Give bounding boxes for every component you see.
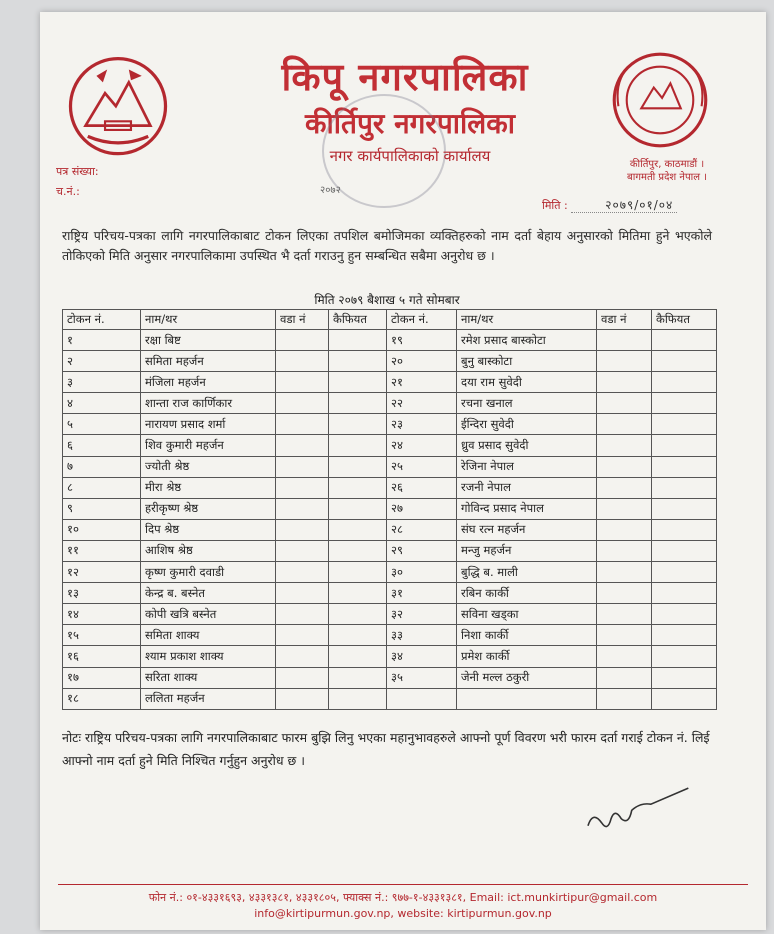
municipality-seal-logo xyxy=(608,48,712,152)
token-cell: १५ xyxy=(63,625,141,646)
token-cell: ३ xyxy=(63,372,141,393)
name-cell: हरीकृष्ण श्रेष्ठ xyxy=(141,498,276,519)
remarks-cell-2 xyxy=(652,688,717,709)
letter-date xyxy=(542,196,677,213)
table-row xyxy=(63,456,717,477)
ward-cell-2 xyxy=(597,330,652,351)
ward-cell xyxy=(276,351,329,372)
ward-cell-2 xyxy=(597,540,652,561)
remarks-cell-2 xyxy=(652,604,717,625)
ward-cell-2 xyxy=(597,498,652,519)
token-cell-2: ३२ xyxy=(387,604,457,625)
remarks-cell-2 xyxy=(652,498,717,519)
token-cell-2 xyxy=(387,688,457,709)
remarks-cell xyxy=(329,498,387,519)
remarks-cell-2 xyxy=(652,414,717,435)
name-cell-2: मन्जु महर्जन xyxy=(457,540,597,561)
remarks-cell xyxy=(329,435,387,456)
table-row xyxy=(63,583,717,604)
ward-cell xyxy=(276,604,329,625)
token-cell-2: ३१ xyxy=(387,583,457,604)
table-row xyxy=(63,540,717,561)
table-row xyxy=(63,435,717,456)
token-cell: १० xyxy=(63,519,141,540)
remarks-cell xyxy=(329,604,387,625)
token-cell-2: ३३ xyxy=(387,625,457,646)
ward-cell xyxy=(276,562,329,583)
ward-cell-2 xyxy=(597,667,652,688)
ward-cell-2 xyxy=(597,646,652,667)
name-cell: शान्ता राज कार्णिकार xyxy=(141,393,276,414)
name-cell-2: रजनी नेपाल xyxy=(457,477,597,498)
table-row xyxy=(63,414,717,435)
name-cell-2: रबिन कार्की xyxy=(457,583,597,604)
remarks-cell xyxy=(329,414,387,435)
ward-cell-2 xyxy=(597,477,652,498)
name-cell: समिता महर्जन xyxy=(141,351,276,372)
token-cell: १२ xyxy=(63,562,141,583)
header-remarks-2: कैफियत xyxy=(652,310,717,330)
token-cell-2: २४ xyxy=(387,435,457,456)
address-line-1: कीर्तिपुर, काठमाडौं । xyxy=(629,159,705,170)
token-cell: ६ xyxy=(63,435,141,456)
remarks-cell-2 xyxy=(652,372,717,393)
header-name: नाम/थर xyxy=(141,310,276,330)
address-line-2: बागमती प्रदेश नेपाल । xyxy=(627,172,707,183)
ward-cell xyxy=(276,414,329,435)
name-cell: कोपी खत्रि बस्नेत xyxy=(141,604,276,625)
remarks-cell-2 xyxy=(652,625,717,646)
ward-cell xyxy=(276,583,329,604)
ward-cell-2 xyxy=(597,562,652,583)
name-cell: श्याम प्रकाश शाक्य xyxy=(141,646,276,667)
footer-divider xyxy=(58,884,748,885)
remarks-cell xyxy=(329,583,387,604)
remarks-cell-2 xyxy=(652,540,717,561)
table-row xyxy=(63,625,717,646)
table-row xyxy=(63,351,717,372)
ward-cell xyxy=(276,372,329,393)
ward-cell xyxy=(276,625,329,646)
ward-cell xyxy=(276,667,329,688)
ward-cell xyxy=(276,519,329,540)
footer-contact xyxy=(58,890,748,922)
name-cell-2: रचना खनाल xyxy=(457,393,597,414)
ward-cell-2 xyxy=(597,351,652,372)
table-row xyxy=(63,330,717,351)
table-row xyxy=(63,604,717,625)
remarks-cell-2 xyxy=(652,351,717,372)
ward-cell-2 xyxy=(597,625,652,646)
schedule-date: मिति २०७९ बैशाख ५ गते सोमबार xyxy=(314,293,460,307)
token-cell-2: २९ xyxy=(387,540,457,561)
nepal-emblem-logo xyxy=(64,50,172,158)
remarks-cell xyxy=(329,330,387,351)
reference-number-label: पत्र संख्या: xyxy=(56,165,99,178)
name-cell-2: जेनी मल्ल ठकुरी xyxy=(457,667,597,688)
name-cell: सरिता शाक्य xyxy=(141,667,276,688)
remarks-cell-2 xyxy=(652,393,717,414)
remarks-cell-2 xyxy=(652,477,717,498)
header-ward-no-2: वडा नं xyxy=(597,310,652,330)
name-cell: मंजिला महर्जन xyxy=(141,372,276,393)
ward-cell-2 xyxy=(597,604,652,625)
remarks-cell xyxy=(329,456,387,477)
remarks-cell xyxy=(329,562,387,583)
name-cell: समिता शाक्य xyxy=(141,625,276,646)
token-cell-2: २२ xyxy=(387,393,457,414)
token-cell: १३ xyxy=(63,583,141,604)
token-cell: १६ xyxy=(63,646,141,667)
table-row xyxy=(63,372,717,393)
remarks-cell xyxy=(329,372,387,393)
ward-cell xyxy=(276,330,329,351)
header-token-no-2: टोकन नं. xyxy=(387,310,457,330)
token-cell-2: २३ xyxy=(387,414,457,435)
stamp-number: २०७२ xyxy=(320,185,341,196)
name-cell: नारायण प्रसाद शर्मा xyxy=(141,414,276,435)
name-cell: शिव कुमारी महर्जन xyxy=(141,435,276,456)
ward-cell-2 xyxy=(597,456,652,477)
token-cell-2: २५ xyxy=(387,456,457,477)
name-cell: केन्द्र ब. बस्नेत xyxy=(141,583,276,604)
table-row xyxy=(63,688,717,709)
name-cell-2: बुनु बास्कोटा xyxy=(457,351,597,372)
name-cell-2: संघ रत्न महर्जन xyxy=(457,519,597,540)
remarks-cell xyxy=(329,519,387,540)
name-cell-2: दया राम सुवेदी xyxy=(457,372,597,393)
table-header-row xyxy=(63,310,717,330)
token-cell: २ xyxy=(63,351,141,372)
ward-cell xyxy=(276,498,329,519)
table-row xyxy=(63,477,717,498)
name-cell-2: प्रमेश कार्की xyxy=(457,646,597,667)
cha-number-label: च.नं.: xyxy=(56,185,80,198)
name-cell-2: रमेश प्रसाद बास्कोटा xyxy=(457,330,597,351)
ward-cell-2 xyxy=(597,688,652,709)
office-name: नगर कार्यपालिकाको कार्यालय xyxy=(329,147,491,165)
token-cell-2: २० xyxy=(387,351,457,372)
token-cell-2: २६ xyxy=(387,477,457,498)
remarks-cell xyxy=(329,540,387,561)
date-value: २०७९/०१/०४ xyxy=(571,198,677,213)
date-label: मिति : xyxy=(542,199,568,212)
ward-cell-2 xyxy=(597,519,652,540)
name-cell: मीरा श्रेष्ठ xyxy=(141,477,276,498)
token-cell: १८ xyxy=(63,688,141,709)
ward-cell-2 xyxy=(597,372,652,393)
ward-cell-2 xyxy=(597,414,652,435)
name-cell: कृष्ण कुमारी दवाडी xyxy=(141,562,276,583)
footer-phone-email: फोन नं.: ०१-४३३१६९३, ४३३१३८१, ४३३१८०५, फ्याक्स नं.: ९७७-१-४३३१३८१, Email: ict.munkirtipur@gmail.com xyxy=(148,891,658,904)
name-cell: आशिष श्रेष्ठ xyxy=(141,540,276,561)
name-cell-2: सविना खड्का xyxy=(457,604,597,625)
table-body xyxy=(63,330,717,710)
registration-table xyxy=(62,309,717,710)
ward-cell xyxy=(276,477,329,498)
name-cell-2 xyxy=(457,688,597,709)
name-cell-2: ईन्दिरा सुवेदी xyxy=(457,414,597,435)
remarks-cell xyxy=(329,477,387,498)
remarks-cell-2 xyxy=(652,519,717,540)
ward-cell xyxy=(276,688,329,709)
remarks-cell xyxy=(329,393,387,414)
header-remarks: कैफियत xyxy=(329,310,387,330)
name-cell-2: गोविन्द प्रसाद नेपाल xyxy=(457,498,597,519)
token-cell-2: ३४ xyxy=(387,646,457,667)
name-cell: ललिता महर्जन xyxy=(141,688,276,709)
token-cell: ७ xyxy=(63,456,141,477)
table-row xyxy=(63,393,717,414)
remarks-cell xyxy=(329,351,387,372)
token-cell: ८ xyxy=(63,477,141,498)
name-cell-2: ध्रुव प्रसाद सुवेदी xyxy=(457,435,597,456)
token-cell-2: ३० xyxy=(387,562,457,583)
remarks-cell-2 xyxy=(652,667,717,688)
municipality-title-nepali: कीर्तिपुर नगरपालिका xyxy=(305,107,515,140)
ward-cell xyxy=(276,646,329,667)
remarks-cell xyxy=(329,646,387,667)
name-cell-2: रेजिना नेपाल xyxy=(457,456,597,477)
token-cell: ५ xyxy=(63,414,141,435)
name-cell: दिप श्रेष्ठ xyxy=(141,519,276,540)
table-row xyxy=(63,562,717,583)
name-cell-2: बुद्धि ब. माली xyxy=(457,562,597,583)
footer-website: info@kirtipurmun.gov.np, website: kirtipurmun.gov.np xyxy=(254,907,552,920)
token-cell: ११ xyxy=(63,540,141,561)
office-address xyxy=(612,158,722,184)
header-token-no: टोकन नं. xyxy=(63,310,141,330)
token-cell: १७ xyxy=(63,667,141,688)
municipality-title-newari: किपू नगरपालिका xyxy=(281,55,529,99)
ward-cell-2 xyxy=(597,583,652,604)
handwritten-signature xyxy=(574,771,753,865)
note-paragraph: नोटः राष्ट्रिय परिचय-पत्रका लागि नगरपालिकाबाट फारम बुझि लिनु भएका महानुभावहरुले आफ्नो पूर्ण विवरण भरी फारम दर्ता गराई टोकन नं. लिई आफ्नो नाम दर्ता हुने मिति निश्चित गर्नुहुन अनुरोध छ । xyxy=(62,730,710,768)
letter-page xyxy=(40,12,766,930)
header-name-2: नाम/थर xyxy=(457,310,597,330)
token-cell-2: २१ xyxy=(387,372,457,393)
ward-cell xyxy=(276,435,329,456)
ward-cell xyxy=(276,456,329,477)
name-cell: ज्योती श्रेष्ठ xyxy=(141,456,276,477)
ward-cell xyxy=(276,393,329,414)
remarks-cell-2 xyxy=(652,435,717,456)
table-row xyxy=(63,646,717,667)
remarks-cell-2 xyxy=(652,330,717,351)
ward-cell-2 xyxy=(597,435,652,456)
remarks-cell xyxy=(329,625,387,646)
intro-paragraph: राष्ट्रिय परिचय-पत्रका लागि नगरपालिकाबाट टोकन लिएका तपशिल बमोजिमका व्यक्तिहरुको नाम दर्ता बेहाय अनुसारको मितिमा हुने भएकोले तोकिएको मिति अनुसार नगरपालिकामा उपस्थित भै दर्ता गराउनु हुन सम्बन्धित सबैमा अनुरोध छ । xyxy=(62,228,712,263)
token-cell-2: २८ xyxy=(387,519,457,540)
remarks-cell xyxy=(329,688,387,709)
token-cell: ९ xyxy=(63,498,141,519)
ward-cell xyxy=(276,540,329,561)
remarks-cell-2 xyxy=(652,562,717,583)
table-row xyxy=(63,519,717,540)
remarks-cell xyxy=(329,667,387,688)
token-cell: १ xyxy=(63,330,141,351)
ward-cell-2 xyxy=(597,393,652,414)
remarks-cell-2 xyxy=(652,456,717,477)
token-cell: ४ xyxy=(63,393,141,414)
remarks-cell-2 xyxy=(652,583,717,604)
table-row xyxy=(63,498,717,519)
token-cell-2: २७ xyxy=(387,498,457,519)
header-ward-no: वडा नं xyxy=(276,310,329,330)
table-row xyxy=(63,667,717,688)
token-cell-2: १९ xyxy=(387,330,457,351)
token-cell: १४ xyxy=(63,604,141,625)
token-cell-2: ३५ xyxy=(387,667,457,688)
name-cell: रक्षा बिष्ट xyxy=(141,330,276,351)
remarks-cell-2 xyxy=(652,646,717,667)
name-cell-2: निशा कार्की xyxy=(457,625,597,646)
